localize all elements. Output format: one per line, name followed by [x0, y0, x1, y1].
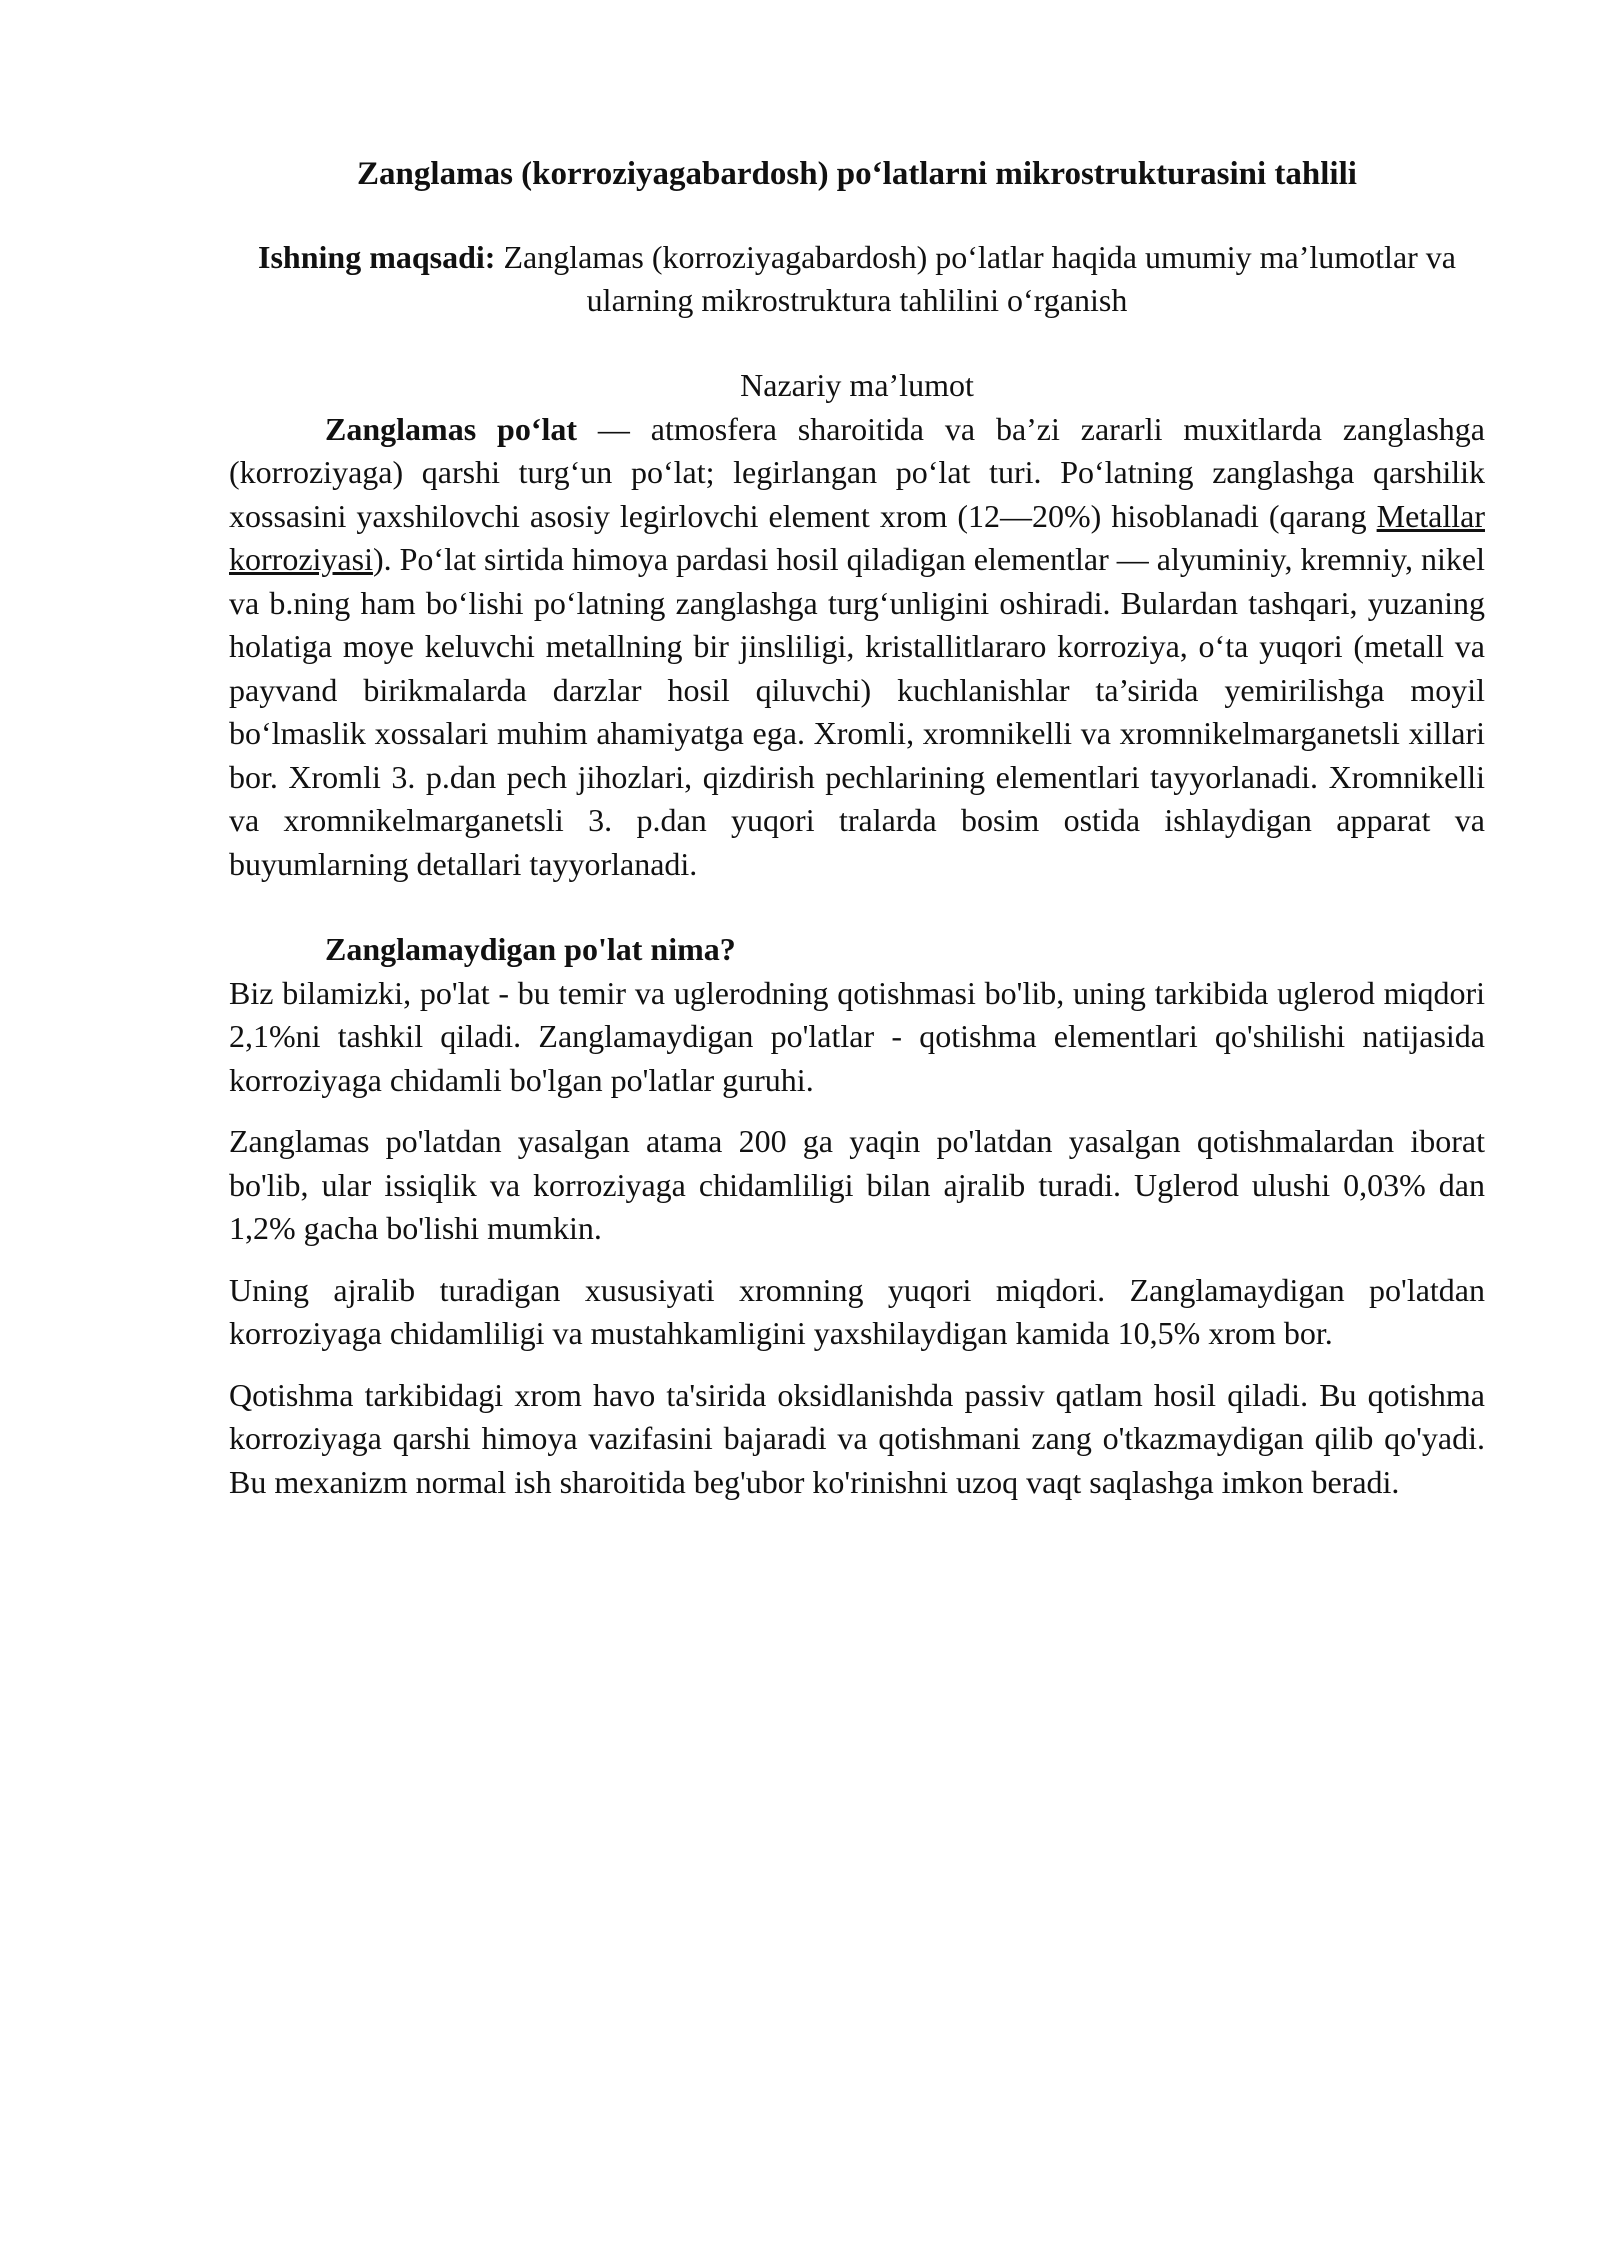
- body-paragraph-1: Biz bilamizki, po'lat - bu temir va uglerodning qotishmasi bo'lib, uning tarkibida uglerod miqdori 2,1%ni tashkil qiladi. Zanglamaydigan po'latlar - qotishma elementlari qo'shilishi natijasida korroziyaga chidamli bo'lgan po'latlar guruhi.: [229, 974, 1485, 1098]
- theory-term: Zanglamas po‘lat: [325, 410, 578, 447]
- section-heading: Zanglamaydigan po'lat nima?: [325, 931, 736, 967]
- body-paragraph-3: Uning ajralib turadigan xususiyati xromning yuqori miqdori. Zanglamaydigan po'latdan korroziyaga chidamliligi va mustahkamligini yaxshilaydigan kamida 10,5% xrom bor.: [229, 1271, 1485, 1351]
- aim-label: Ishning maqsadi:: [258, 239, 496, 275]
- metallar-korroziyasi-link[interactable]: Metallar korroziyasi: [229, 497, 1485, 577]
- theory-heading: Nazariy ma’lumot: [740, 367, 974, 403]
- theory-text-part2: ). Po‘lat sirtida himoya pardasi hosil qiladigan elementlar — alyuminiy, kremniy, nikel va b.ning ham bo‘lishi po‘latning zanglashga turg‘unligini oshiradi. Bulardan tashqari, yuzaning holatiga moye keluvchi metallning bir jinsliligi, kristallitlararo korroziya, o‘ta yuqori (metall va payvand birikmalarda darzlar hosil qiluvchi) kuchlanishlar ta’sirida yemirilishga moyil bo‘lmaslik xossalari muhim ahamiyatga ega. Xromli, xromnikelli va xromnikelmarganetsli xillari bor. Xromli 3. p.dan pech jihozlari, qizdirish pechlarining elementlari tayyorlanadi. Xromnikelli va xromnikelmarganetsli 3. p.dan yuqori tralarda bosim ostida ishlaydigan apparat va buyumlarning detallari tayyorlanadi.: [229, 541, 1485, 882]
- theory-text-part1: — atmosfera sharoitida va ba’zi zararli muxitlarda zanglashga (korroziyaga) qarshi turg‘un po‘lat; legirlangan po‘lat turi. Po‘latning zanglashga qarshilik xossasini yaxshilovchi asosiy legirlovchi element xrom (12—20%) hisoblanadi (qarang: [229, 410, 1485, 534]
- document-content: [229, 152, 1485, 1504]
- document-title: Zanglamas (korroziyagabardosh) po‘latlarni mikrostrukturasini tahlili: [357, 156, 1357, 192]
- body-paragraph-4: Qotishma tarkibidagi xrom havo ta'sirida oksidlanishda passiv qatlam hosil qiladi. Bu qotishma korroziyaga qarshi himoya vazifasini bajaradi va qotishmani zang o'tkazmaydigan qilib qo'yadi. Bu mexanizm normal ish sharoitida beg'ubor ko'rinishni uzoq vaqt saqlashga imkon beradi.: [229, 1376, 1485, 1500]
- aim-text: Zanglamas (korroziyagabardosh) po‘latlar haqida umumiy ma’lumotlar va ularning mikrostruktura tahlilini o‘rganish: [495, 239, 1456, 318]
- body-paragraph-2: Zanglamas po'latdan yasalgan atama 200 ga yaqin po'latdan yasalgan qotishmalardan iborat bo'lib, ular issiqlik va korroziyaga chidamliligi bilan ajralib turadi. Uglerod ulushi 0,03% dan 1,2% gacha bo'lishi mumkin.: [229, 1123, 1485, 1246]
- theory-paragraph: [229, 408, 1485, 887]
- aim-paragraph: [229, 236, 1485, 322]
